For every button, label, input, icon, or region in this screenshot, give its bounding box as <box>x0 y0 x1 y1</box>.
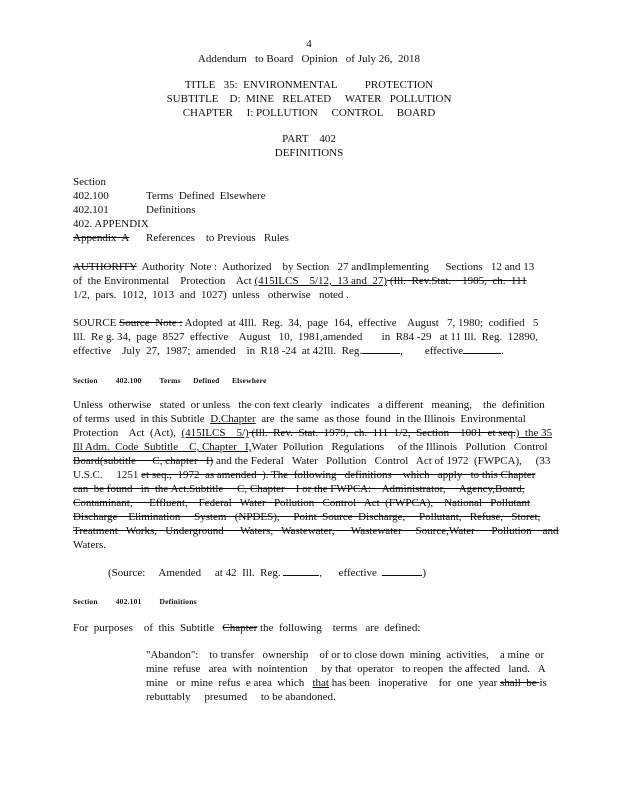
authority-line-1 <box>73 260 543 274</box>
def-l3u: that <box>312 677 329 689</box>
toc-section-label: Section <box>73 176 106 188</box>
authority-struck: AUTHORITY <box>73 261 137 273</box>
toc-num-101: 402.101 <box>73 204 109 216</box>
def-abandon-line-1: "Abandon": to transfer ownership of or to close down mining activities, a mine or <box>146 649 545 661</box>
subtitle-line: SUBTITLE D: MINE RELATED WATER POLLUTION <box>166 93 452 105</box>
s101-intro <box>73 621 543 635</box>
toc-appendix-new: 402. APPENDIX <box>73 218 149 230</box>
s100-l3u2: ) the 35 <box>515 427 553 439</box>
s100-line-4 <box>73 440 548 454</box>
def-abandon-line-2: mine refuse area with nointention by that operator to reopen the affected land. A <box>146 663 546 675</box>
s100-line-6 <box>73 468 543 482</box>
s100-l6s: et seq., 1972 as amended ). The following definitions which apply to this Chapter <box>141 469 536 481</box>
s101-intro-struck: Chapter <box>222 622 258 634</box>
def-abandon-line-3 <box>146 676 547 690</box>
section-101-heading <box>73 597 215 606</box>
s100-amend-effective: effective <box>338 567 377 579</box>
part-name: DEFINITIONS <box>274 147 344 159</box>
source-text-1: Adopted at 4Ill. Reg. 34, page 164, effective August 7, 1980; codified 5 <box>182 317 539 329</box>
s100-l4b: Water Pollution Regulations of the Illinois Pollution Control <box>251 441 548 453</box>
source-text-3: effective July 27, 1987; amended in R18 -24 at 42Ill. Reg. <box>73 345 363 357</box>
source-effective: effective <box>424 345 464 357</box>
authority-text-1: Authority Note : Authorized by Section 27 andImplementing Sections 12 and 13 <box>136 261 535 273</box>
s100-l2b: are the same as those found in the Illinois Environmental <box>255 413 526 425</box>
section-101-title: Definitions <box>159 597 197 606</box>
def-l3b: has been inoperative for one year <box>328 677 501 689</box>
page-number: 4 <box>306 38 312 50</box>
authority-text-2a: of the Environmental Protection Act <box>73 275 255 287</box>
authority-ilcs: (415ILCS 5/12, 13 and 27) <box>254 275 388 287</box>
source-line-3: effective July 27, 1987; amended in R18 -24 at 42Ill. Reg. , effective . <box>73 345 504 357</box>
s100-amendment <box>108 566 426 579</box>
source-blank-1 <box>362 344 400 354</box>
def-l3s: shall be <box>500 677 540 689</box>
s101-intro-a: For purposes of this Subtitle <box>73 622 223 634</box>
s100-l5s: Board(subtitle C, chapter I) <box>73 455 214 467</box>
s100-l4u: Ill Adm. Code Subtitle C, Chapter I, <box>73 441 252 453</box>
toc-title-101: Definitions <box>146 204 196 216</box>
s100-l5b: and the Federal Water Pollution Control Act of 1972 (FWPCA), (33 <box>213 455 551 467</box>
s100-line-9: Discharge Elimination System (NPDES), Point Source Discharge, Pollutant, Refuse, Storet, <box>73 511 541 523</box>
s100-l2a: of terms used in this Subtitle <box>73 413 211 425</box>
section-101-num: 402.101 <box>115 597 142 606</box>
chapter-line: CHAPTER I: POLLUTION CONTROL BOARD <box>182 107 436 119</box>
source-note-struck: Source Note : <box>119 317 183 329</box>
authority-line-2 <box>73 274 543 288</box>
section-100-label: Section <box>73 376 98 385</box>
s100-l3b: (Ill. Rev. Stat. 1979, ch. 111 1/2, Section 1001 et seq. <box>248 427 516 439</box>
s101-intro-b: the following terms are defined: <box>257 622 421 634</box>
section-100-heading <box>73 376 285 385</box>
s100-l6a: U.S.C. 1251 <box>73 469 142 481</box>
source-comma: , <box>400 345 403 357</box>
s100-line-10: Treatment Works, Underground Waters, Wastewater, Wastewater Source,Water Pollution and <box>73 525 559 537</box>
s100-amend-comma: , <box>319 567 323 579</box>
s100-line-8: Contaminant, Effluent, Federal Water Pollution Control Act (FWPCA), National Pollutant <box>73 497 530 509</box>
toc-appendix-title: References to Previous Rules <box>146 232 289 244</box>
toc-appendix-struck: Appendix A <box>73 232 130 244</box>
s100-line-1: Unless otherwise stated or unless the con text clearly indicates a different meaning, the definition <box>73 399 545 411</box>
toc-title-100: Terms Defined Elsewhere <box>146 190 266 202</box>
s100-line-3 <box>73 426 553 440</box>
part-line: PART 402 <box>282 133 336 145</box>
title-line: TITLE 35: ENVIRONMENTAL PROTECTION <box>184 79 434 91</box>
source-label: SOURCE <box>73 317 120 329</box>
authority-line-3: 1/2, pars. 1012, 1013 and 1027) unless otherwise noted . <box>73 289 349 301</box>
def-abandon-line-4: rebuttably presumed to be abandoned. <box>146 691 336 703</box>
s100-l3a: Protection Act (Act), <box>73 427 182 439</box>
addendum-line: Addendum to Board Opinion of July 26, 2018 <box>197 53 421 65</box>
s100-amend-blank-2 <box>382 566 422 576</box>
s100-amend-text: (Source: Amended at 42 Ill. Reg. <box>108 567 281 579</box>
s100-line-7: can be found in the Act.Subtitle C, Chapter I or the FWPCA: Administrator, Agency,Board, <box>73 483 525 495</box>
s100-amend-blank-1 <box>283 566 319 576</box>
s100-line-11: Waters. <box>73 539 107 551</box>
def-l3a: mine or mine refus e area which <box>146 677 313 689</box>
source-line-2: Ill. Re g. 34, page 8527 effective August 10, 1981,amended in R84 -29 at 11 Ill. Reg. 12890, <box>73 331 538 343</box>
s100-amend-close: ) <box>422 567 427 579</box>
section-100-num: 402.100 <box>115 376 142 385</box>
authority-text-2b: (Ill. Rev.Stat. 1985, ch. 111 <box>387 275 527 287</box>
s100-line-5 <box>73 454 551 468</box>
s100-l2u: D.Chapter <box>210 413 256 425</box>
s100-l3u: (415ILCS 5/) <box>181 427 249 439</box>
section-100-title: Terms Defined Elsewhere <box>159 376 267 385</box>
def-l3c: is <box>539 677 547 689</box>
section-101-label: Section <box>73 597 98 606</box>
source-blank-2 <box>463 344 501 354</box>
toc-num-100: 402.100 <box>73 190 109 202</box>
s100-line-2 <box>73 412 543 426</box>
source-line-1 <box>73 316 543 330</box>
